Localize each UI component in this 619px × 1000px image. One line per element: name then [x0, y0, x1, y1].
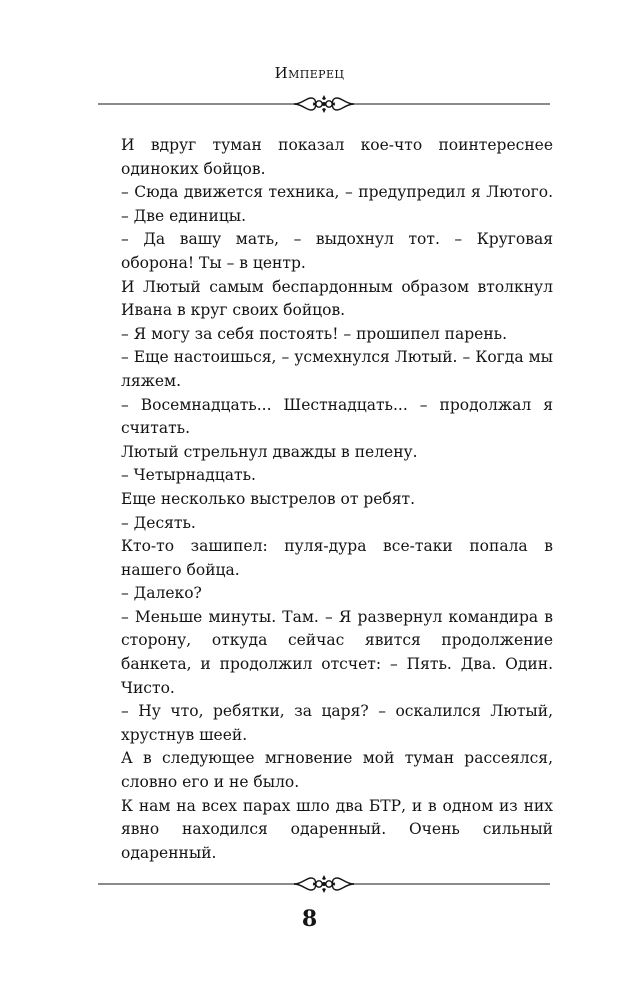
paragraph: – Сюда движется техника, – предупредил я Лютого. – Две единицы.	[121, 183, 553, 225]
paragraph: К нам на всех парах шло два БТР, и в одном из них явно находился одаренный. Очень сильный одаренный.	[121, 796, 553, 862]
flourish-ornament-icon	[98, 872, 550, 896]
running-title: Имперец	[274, 64, 345, 82]
bottom-ornamental-rule	[98, 872, 550, 896]
paragraph: – Десять.	[121, 513, 196, 532]
paragraph: Кто-то зашипел: пуля-дура все-таки попала в нашего бойца.	[121, 537, 553, 579]
paragraph: И вдруг туман показал кое-что поинтереснее одиноких бойцов.	[121, 136, 553, 178]
paragraph: – Меньше минуты. Там. – Я развернул командира в сторону, откуда сейчас явится продолжение банкета, и продолжил отсчет: – Пять. Два. Один. Чисто.	[121, 607, 553, 697]
paragraph: – Да вашу мать, – выдохнул тот. – Круговая оборона! Ты – в центр.	[121, 230, 553, 272]
paragraph: И Лютый самым беспардонным образом втолкнул Ивана в круг своих бойцов.	[121, 277, 553, 320]
body-text	[121, 134, 553, 865]
paragraph: – Восемнадцать... Шестнадцать... – продолжал я считать.	[121, 395, 553, 438]
paragraph: – Четырнадцать.	[121, 466, 256, 485]
top-ornamental-rule	[98, 92, 550, 116]
paragraph: Лютый стрельнул дважды в пелену.	[121, 442, 418, 461]
paragraph: – Далеко?	[121, 584, 202, 603]
page-number: 8	[301, 906, 318, 932]
paragraph: Еще несколько выстрелов от ребят.	[121, 489, 416, 508]
paragraph: – Ну что, ребятки, за царя? – оскалился Лютый, хрустнув шеей.	[121, 702, 553, 744]
paragraph: – Еще настоишься, – усмехнулся Лютый. – Когда мы ляжем.	[121, 348, 553, 390]
paragraph: А в следующее мгновение мой туман рассеялся, словно его и не было.	[121, 749, 553, 792]
flourish-ornament-icon	[98, 92, 550, 116]
paragraph: – Я могу за себя постоять! – прошипел парень.	[121, 324, 508, 343]
